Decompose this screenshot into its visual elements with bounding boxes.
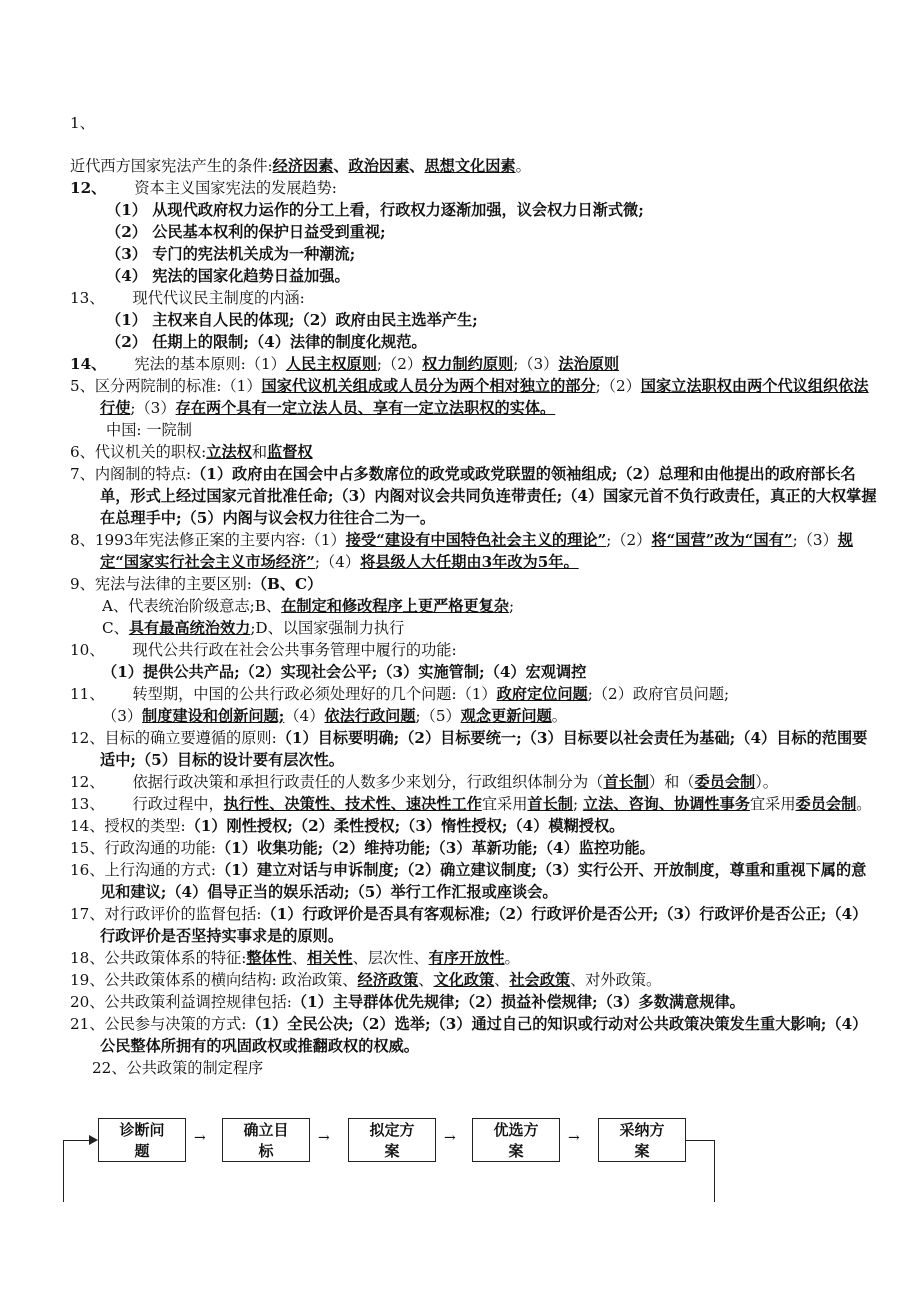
step-goal: 确立目 标 — [222, 1118, 310, 1162]
item-20-interest-rules: 20、公共政策利益调控规律包括:（1）主导群体优先规律;（2）损益补偿规律;（3）多数满意规律。 — [70, 993, 745, 1011]
trend-item: （2） 公民基本权利的保护日益受到重视; — [106, 223, 386, 241]
china-unicameral: 中国: 一院制 — [106, 421, 192, 439]
item-9-difference: 9、宪法与法律的主要区别:（B、C） — [70, 575, 323, 593]
item-21-participation: 21、公民参与决策的方式:（1）全民公决;（2）选举;（3）通过自己的知识或行动对公共政策决策发生重大影响;（4）公民整体所拥有的巩固政权或推翻政权的权威。 — [70, 1015, 868, 1055]
transition-cont: （3）制度建设和创新问题;（4）依法行政问题;（5）观念更新问题。 — [102, 707, 567, 725]
item-10-functions: 10、 现代公共行政在社会公共事务管理中履行的功能: — [70, 641, 457, 659]
trend-item: （3） 专门的宪法机关成为一种潮流; — [106, 245, 356, 263]
step-diagnose: 诊断问 题 — [98, 1118, 186, 1162]
item-17-evaluation: 17、对行政评价的监督包括:（1）行政评价是否具有客观标准;（2）行政评价是否公开;（3）行政评价是否公正;（4）行政评价是否坚持实事求是的原则。 — [70, 905, 868, 945]
item-22-procedure: 22、公共政策的制定程序 — [92, 1059, 264, 1077]
democracy-item: （1） 主权来自人民的体现;（2）政府由民主选举产生; — [106, 311, 478, 329]
trend-item: （4） 宪法的国家化趋势日益加强。 — [106, 267, 350, 285]
loop-line-right — [686, 1140, 714, 1141]
item-13-democracy: 13、 现代代议民主制度的内涵: — [70, 289, 305, 307]
step-draft: 拟定方 案 — [348, 1118, 436, 1162]
item-8-amendment: 8、1993年宪法修正案的主要内容:（1）接受“建设有中国特色社会主义的理论”;（2）将“国营”改为“国有”;（3）规定“国家实行社会主义市场经济”;（4）将县级人大任期由3年改为5年。 — [70, 531, 853, 571]
item-11-transition: 11、 转型期，中国的公共行政必须处理好的几个问题:（1）政府定位问题;（2）政府官员问题; — [70, 685, 730, 703]
item-14-principles: 14、 宪法的基本原则:（1）人民主权原则;（2）权力制约原则;（3）法治原则 — [70, 355, 620, 373]
step-adopt: 采纳方 案 — [598, 1118, 686, 1162]
option-ab: A、代表统治阶级意志;B、在制定和修改程序上更严格更复杂; — [102, 597, 515, 615]
functions-list: （1）提供公共产品;（2）实现社会公平;（3）实施管制;（4）宏观调控 — [102, 663, 587, 681]
item-13-process: 13、 行政过程中，执行性、决策性、技术性、速决性工作宜采用首长制; 立法、咨询、协调性事务宜采用委员会制。 — [70, 795, 872, 813]
item-14-authorization: 14、授权的类型:（1）刚性授权;（2）柔性授权;（3）惰性授权;（4）模糊授权。 — [70, 817, 625, 835]
item-1: 1、 — [70, 114, 95, 132]
item-6-powers: 6、代议机关的职权:立法权和监督权 — [70, 443, 313, 461]
trend-item: （1） 从现代政府权力运作的分工上看，行政权力逐渐加强，议会权力日渐式微; — [106, 201, 644, 219]
loop-line-left-up — [63, 1140, 64, 1202]
loop-line-left — [63, 1140, 89, 1141]
document-body — [70, 112, 880, 1079]
item-12-org-system: 12、 依据行政决策和承担行政责任的人数多少来划分，行政组织体制分为（首长制）和（委员会制）。 — [70, 773, 778, 791]
loop-line-right-down — [714, 1140, 715, 1202]
item-19-policy-structure: 19、公共政策体系的横向结构: 政治政策、经济政策、文化政策、社会政策、对外政策。 — [70, 971, 662, 989]
arrow-icon: → — [318, 1130, 330, 1146]
item-15-communication: 15、行政沟通的功能:（1）收集功能;（2）维持功能;（3）革新功能;（4）监控功能。 — [70, 839, 655, 857]
item-7-cabinet: 7、内阁制的特点:（1）政府由在国会中占多数席位的政党或政党联盟的领袖组成;（2）总理和由他提出的政府部长名单，形式上经过国家元首批准任命;（3）内阁对议会共同负连带责任;（4）国家元首不负行政责任，真正的大权掌握在总理手中;（5）内阁与议会权力往往合二为一。 — [70, 465, 877, 527]
item-16-upward: 16、上行沟通的方式:（1）建立对话与申诉制度;（2）确立建议制度;（3）实行公开、开放制度，尊重和重视下属的意见和建议;（4）倡导正当的娱乐活动;（5）举行工作汇报或座谈会。 — [70, 861, 867, 901]
policy-procedure-flowchart — [60, 1118, 720, 1208]
item-18-policy-features: 18、公共政策体系的特征:整体性、相关性、层次性、有序开放性。 — [70, 949, 520, 967]
item-5-bicameral: 5、区分两院制的标准:（1）国家代议机关组成或人员分为两个相对独立的部分;（2）国家立法职权由两个代议组织依法行使;（3）存在两个具有一定立法人员、享有一定立法职权的实体。 — [70, 377, 869, 417]
arrow-icon: → — [568, 1130, 580, 1146]
line-constitution-conditions: 近代西方国家宪法产生的条件:经济因素、政治因素、思想文化因素。 — [70, 157, 531, 175]
arrow-icon: → — [444, 1130, 456, 1146]
democracy-item: （2） 任期上的限制;（4）法律的制度化规范。 — [106, 333, 427, 351]
step-select: 优选方 案 — [472, 1118, 560, 1162]
loop-arrowhead-icon — [89, 1135, 98, 1145]
option-cd: C、具有最高统治效力;D、以国家强制力执行 — [102, 619, 405, 637]
item-12-trend: 12、 资本主义国家宪法的发展趋势: — [70, 179, 337, 197]
item-12-objectives: 12、目标的确立要遵循的原则:（1）目标要明确;（2）目标要统一;（3）目标要以社会责任为基础;（4）目标的范围要适中;（5）目标的设计要有层次性。 — [70, 729, 868, 769]
arrow-icon: → — [194, 1130, 206, 1146]
